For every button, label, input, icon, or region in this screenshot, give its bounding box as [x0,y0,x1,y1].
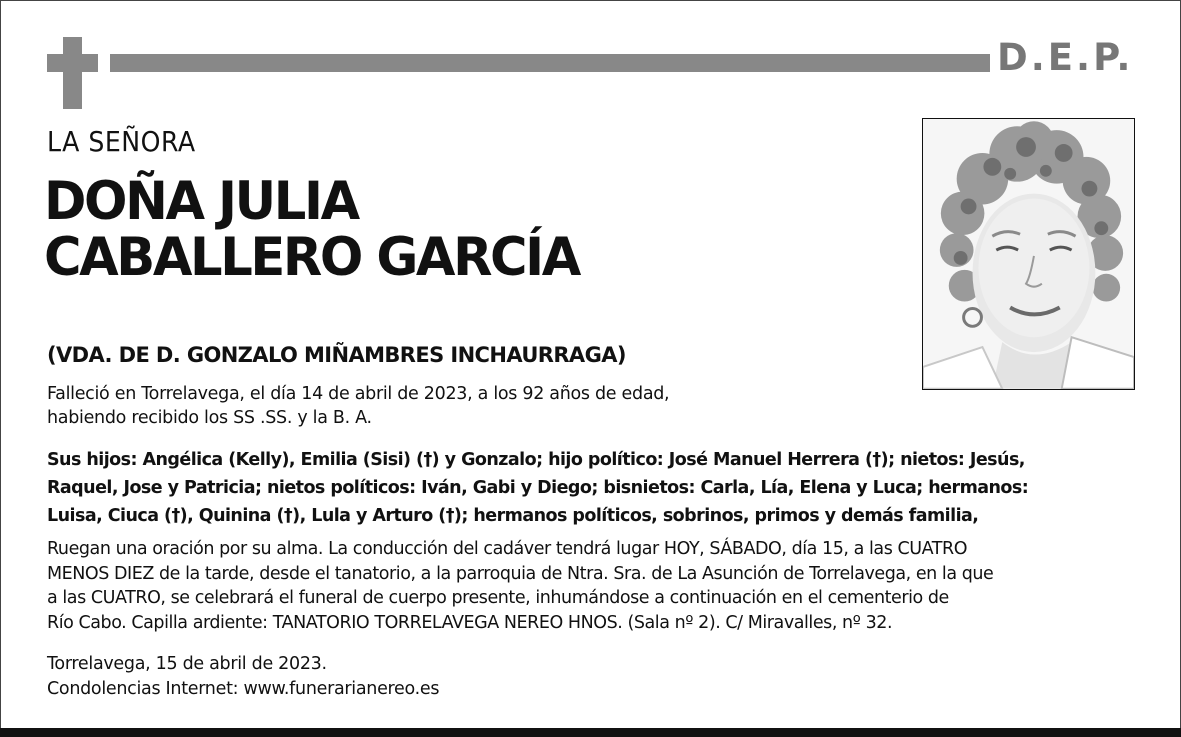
family-line: Luisa, Ciuca (†), Quinina (†), Lula y Arturo (†); hermanos políticos, sobrinos, primos y demás familia, [47,506,979,526]
ceremony-line: Ruegan una oración por su alma. La conducción del cadáver tendrá lugar HOY, SÁBADO, día 15, a las CUATRO [47,539,968,559]
deceased-name [44,170,579,290]
family-line: Sus hijos: Angélica (Kelly), Emilia (Sisi) (†) y Gonzalo; hijo político: José Manuel Herrera (†); nietos: Jesús, [47,450,1025,470]
death-line: Falleció en Torrelavega, el día 14 de abril de 2023, a los 92 años de edad, [47,384,670,404]
widow-of: (VDA. DE D. GONZALO MIÑAMBRES INCHAURRAGA) [47,343,626,367]
death-line: habiendo recibido los SS .SS. y la B. A. [47,408,372,428]
dep-label: D.E.P. [997,36,1134,79]
honorific: LA SEÑORA [47,125,196,158]
closing-info [47,652,439,701]
ceremony-line: MENOS DIEZ de la tarde, desde el tanatorio, a la parroquia de Ntra. Sra. de La Asunción de Torrelavega, en la que [47,563,994,584]
portrait-image [923,119,1134,389]
family-list [47,446,1147,530]
portrait-photo [922,118,1135,390]
place-date: Torrelavega, 15 de abril de 2023. [47,654,327,674]
deceased-name-line2: CABALLERO GARCÍA [44,227,579,288]
condolences-link: Condolencias Internet: www.funerarianereo.es [47,678,440,699]
deceased-name-line1: DOÑA JULIA [44,171,358,232]
ceremony-line: Río Cabo. Capilla ardiente: TANATORIO TORRELAVEGA NEREO HNOS. (Sala nº 2). C/ Miravalles, nº 32. [47,612,893,633]
family-line: Raquel, Jose y Patricia; nietos políticos: Iván, Gabi y Diego; bisnietos: Carla, Lía, Elena y Luca; hermanos: [47,478,1029,498]
ceremony-details [47,537,993,635]
header-rule [110,54,990,72]
cross-icon [63,37,82,109]
bottom-border [0,728,1181,737]
ceremony-line: a las CUATRO, se celebrará el funeral de cuerpo presente, inhumándose a continuación en el cementerio de [47,588,949,608]
death-details [47,382,669,430]
cross-icon-arm [47,54,98,72]
